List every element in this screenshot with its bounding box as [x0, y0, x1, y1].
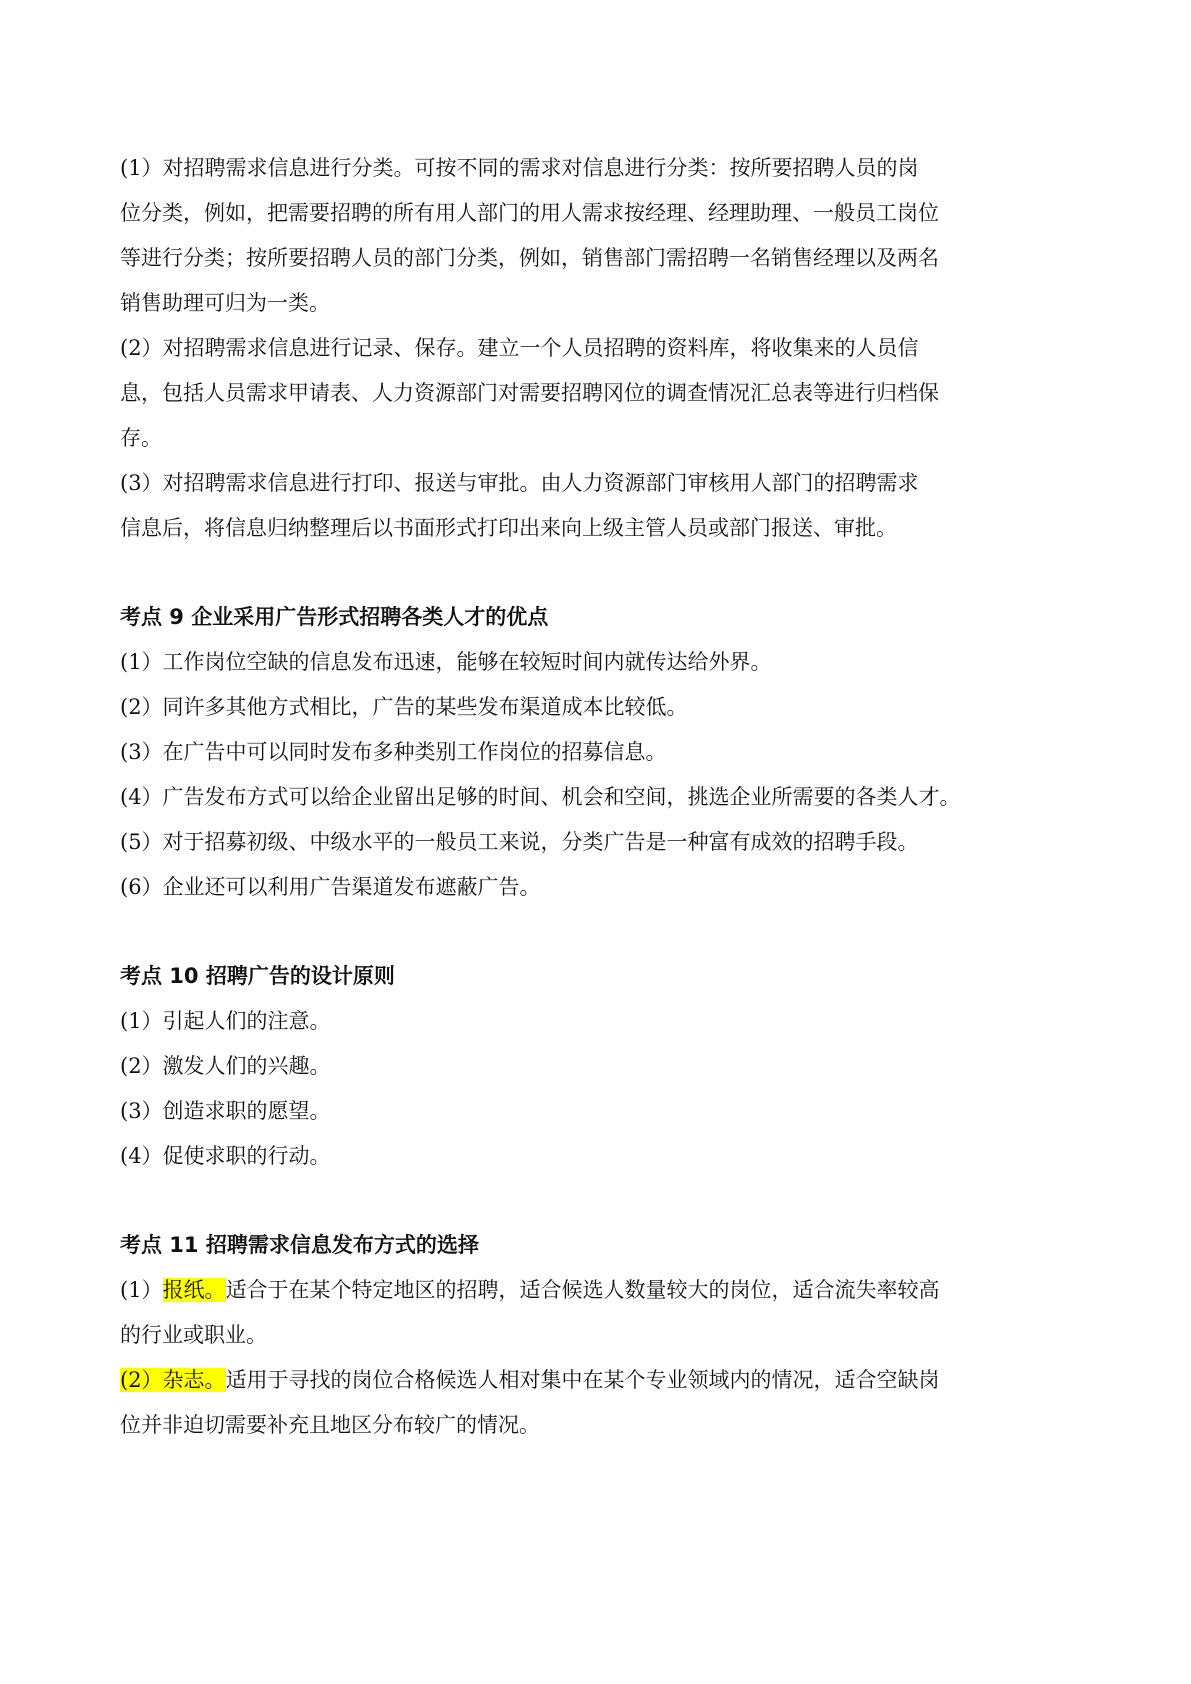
item-number: (1）: [120, 1278, 163, 1302]
section-9: [120, 595, 1080, 910]
highlighted-term: (2）杂志。: [120, 1368, 226, 1392]
intro-item-3: [120, 461, 1080, 551]
list-item: (2）同许多其他方式相比，广告的某些发布渠道成本比较低。: [120, 695, 688, 719]
section-spacer: [120, 551, 1080, 595]
section-11: [120, 1223, 1080, 1448]
section-heading: 考点 10 招聘广告的设计原则: [120, 964, 395, 988]
list-item: (5）对于招募初级、中级水平的一般员工来说，分类广告是一种富有成效的招聘手段。: [120, 830, 919, 854]
section-spacer: [120, 910, 1080, 954]
text-line: (1）对招聘需求信息进行分类。可按不同的需求对信息进行分类：按所要招聘人员的岗: [120, 156, 919, 180]
text-line: 等进行分类；按所要招聘人员的部门分类，例如，销售部门需招聘一名销售经理以及两名: [120, 246, 939, 270]
list-item: (2）激发人们的兴趣。: [120, 1054, 331, 1078]
list-item-newspaper: [120, 1268, 1080, 1313]
text-line: 销售助理可归为一类。: [120, 291, 330, 315]
text-line: (3）对招聘需求信息进行打印、报送与审批。由人力资源部门审核用人部门的招聘需求: [120, 471, 919, 495]
section-10: [120, 954, 1080, 1179]
text-line: (2）对招聘需求信息进行记录、保存。建立一个人员招聘的资料库，将收集来的人员信: [120, 336, 919, 360]
text-line: 息，包括人员需求甲请表、人力资源部门对需要招聘冈位的调查情况汇总表等进行归档保: [120, 381, 939, 405]
list-item: (1）工作岗位空缺的信息发布迅速，能够在较短时间内就传达给外界。: [120, 650, 772, 674]
list-item: (4）促使求职的行动。: [120, 1144, 331, 1168]
list-item: (3）在广告中可以同时发布多种类别工作岗位的招募信息。: [120, 740, 667, 764]
highlighted-term: 报纸。: [162, 1278, 226, 1302]
list-item-continuation: 的行业或职业。: [120, 1323, 267, 1347]
list-item: (4）广告发布方式可以给企业留出足够的时间、机会和空间，挑选企业所需要的各类人才。: [120, 785, 961, 809]
item-text: 适合于在某个特定地区的招聘，适合候选人数量较大的岗位，适合流失率较高: [225, 1278, 940, 1302]
section-heading: 考点 9 企业采用广告形式招聘各类人才的优点: [120, 605, 549, 629]
item-text: 适用于寻找的岗位合格候选人相对集中在某个专业领域内的情况，适合空缺岗: [225, 1368, 940, 1392]
section-spacer: [120, 1179, 1080, 1223]
intro-item-1: [120, 146, 1080, 326]
section-heading: 考点 11 招聘需求信息发布方式的选择: [120, 1233, 479, 1257]
list-item: (3）创造求职的愿望。: [120, 1099, 331, 1123]
list-item: (1）引起人们的注意。: [120, 1009, 331, 1033]
intro-item-2: [120, 326, 1080, 461]
text-line: 位分类，例如，把需要招聘的所有用人部门的用人需求按经理、经理助理、一般员工岗位: [120, 201, 939, 225]
document-page: [120, 146, 1080, 1448]
text-line: 信息后，将信息归纳整理后以书面形式打印出来向上级主管人员或部门报送、审批。: [120, 516, 897, 540]
list-item-continuation: 位并非迫切需要补充且地区分布较广的情况。: [120, 1413, 540, 1437]
text-line: 存。: [120, 426, 162, 450]
list-item: (6）企业还可以利用广告渠道发布遮蔽广告。: [120, 875, 541, 899]
list-item-magazine: [120, 1358, 1080, 1403]
